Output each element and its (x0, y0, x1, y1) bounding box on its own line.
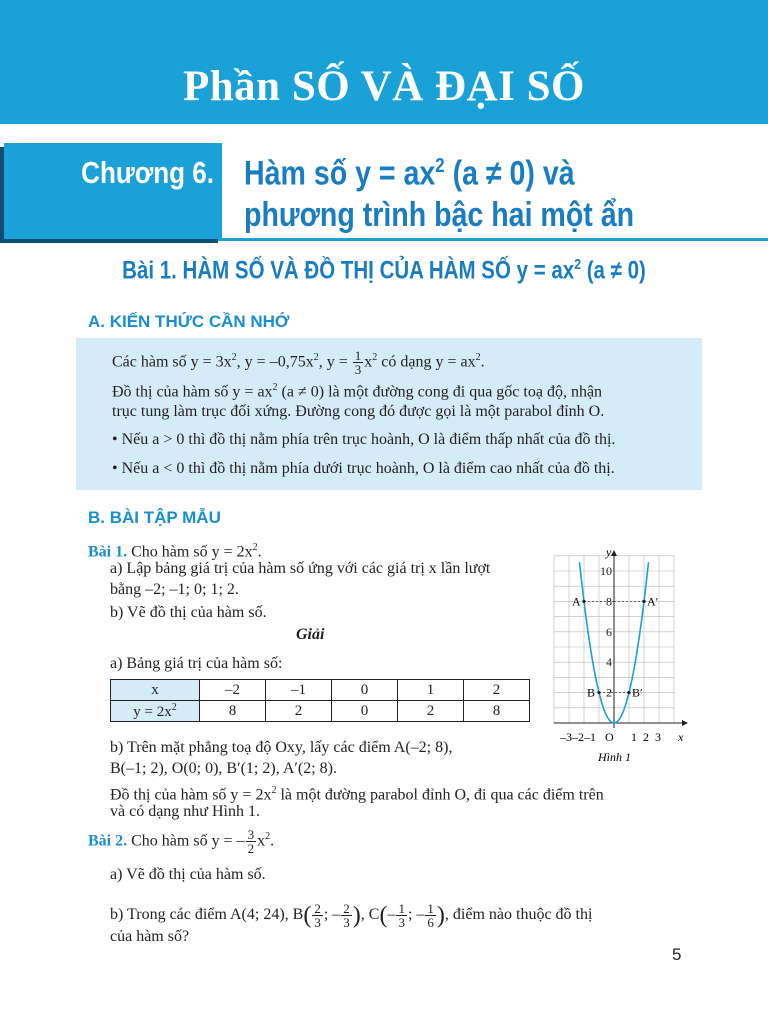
x-axis-label: x (678, 730, 684, 744)
fraction-one-third: $\frac{1}{3}$ (354, 348, 362, 378)
figure-caption: Hình 1 (598, 750, 631, 764)
y-tick-label: 6 (606, 624, 612, 639)
solution-conclusion-line-1: Đồ thị của hàm số $y = 2x^2$ là một đường parabol đỉnh O, đi qua các điểm trên (110, 785, 604, 804)
solution-part-a: a) Bảng giá trị của hàm số: (110, 655, 283, 672)
solution-part-b-line-1: b) Trên mặt phẳng toạ độ Oxy, lấy các điểm A(–2; 8), (110, 739, 453, 756)
exercise-1-part-b: b) Vẽ đồ thị của hàm số. (110, 604, 267, 621)
value-table (110, 679, 530, 722)
graph-point-label: B′ (632, 685, 643, 700)
knowledge-line-3: trục tung làm trục đối xứng. Đường cong đó được gọi là một parabol đỉnh O. (112, 403, 605, 420)
knowledge-line-1: Các hàm số $y = 3x^2$, $y = -0,75x^2$, y = $\frac{1}{3}$ $x^2$ có dạng $y = ax^2$. (112, 348, 485, 378)
origin-label: O (605, 730, 614, 744)
table-cell: 8 (200, 701, 266, 722)
table-cell: 2 (398, 701, 464, 722)
x-axis-arrow (682, 720, 688, 726)
exercise-2-part-b-line-2: của hàm số? (110, 928, 190, 945)
fraction-three-halves: $\frac{3}{2}$ (247, 827, 255, 857)
table-head-x: x (111, 680, 200, 701)
table-cell: –2 (200, 680, 266, 701)
fraction: $\frac{1}{6}$ (427, 900, 434, 930)
table-cell: 1 (398, 680, 464, 701)
table-cell: 8 (464, 701, 530, 722)
knowledge-line-2: Đồ thị của hàm số $y = ax^2$ (a ≠ 0) là một đường cong đi qua gốc toạ độ, nhận (112, 382, 603, 401)
knowledge-bullet-2: • Nếu a < 0 thì đồ thị nằm phía dưới trục hoành, O là điểm cao nhất của đồ thị. (112, 460, 615, 477)
part-title: Phần SỐ VÀ ĐẠI SỐ (183, 63, 585, 110)
table-row (111, 680, 530, 701)
y-tick-label: 10 (600, 564, 612, 578)
table-cell: 0 (332, 701, 398, 722)
y-axis-arrow (611, 550, 617, 556)
exercise-1-part-a-line-2: bằng –2; –1; 0; 1; 2. (110, 581, 239, 598)
solution-heading: Giải (296, 626, 325, 643)
x-tick-labels-negative: –3–2–1 (560, 730, 596, 744)
table-cell: 0 (332, 680, 398, 701)
parabola-graph (548, 548, 692, 766)
graph-point-label: B (587, 685, 596, 700)
table-cell: 2 (266, 701, 332, 722)
solution-conclusion-line-2: và có dạng như Hình 1. (110, 803, 260, 820)
fraction: $\frac{1}{3}$ (398, 900, 405, 930)
table-head-y: $y = 2x^2$ (111, 701, 200, 722)
exercise-1-statement: Bài 1. Cho hàm số $y = 2x^2$. (88, 542, 262, 561)
table-cell: 2 (464, 680, 530, 701)
chapter-label: Chương 6. (81, 155, 214, 190)
solution-part-b-line-2: B(–1; 2), O(0; 0), B′(1; 2), A′(2; 8). (110, 760, 337, 777)
fraction: $\frac{2}{3}$ (343, 900, 350, 930)
exercise-2-statement: Bài 2. Cho hàm số y = – $\frac{3}{2}$ $x^2$. (88, 827, 275, 857)
table-cell: –1 (266, 680, 332, 701)
exercise-1-part-a-line-1: a) Lập bảng giá trị của hàm số ứng với các giá trị x lần lượt (110, 560, 491, 577)
graph-point-label: A′ (647, 594, 659, 609)
lesson-title: Bài 1. HÀM SỐ VÀ ĐỒ THỊ CỦA HÀM SỐ $y = ax^2$ (a ≠ 0) (122, 256, 646, 285)
exercise-2-part-b: b) Trong các điểm A(4; 24), B( $\frac{2}{3}$ ; – $\frac{2}{3}$ ), C(– $\frac{1}{3}$ ; – $\frac{1}{6}$ ), điểm nào thuộc đồ thị (110, 900, 593, 930)
y-tick-label: 2 (606, 685, 612, 700)
page-number: 5 (672, 945, 682, 964)
x-tick-labels-positive: 1 2 3 (631, 730, 661, 744)
graph-point-label: A (572, 594, 581, 609)
y-tick-label: 8 (606, 594, 612, 609)
knowledge-bullet-1: • Nếu a > 0 thì đồ thị nằm phía trên trục hoành, O là điểm thấp nhất của đồ thị. (112, 431, 616, 448)
fraction: $\frac{2}{3}$ (314, 900, 321, 930)
section-b-heading: B. BÀI TẬP MẪU (88, 508, 221, 527)
section-a-heading: A. KIẾN THỨC CẦN NHỚ (88, 312, 290, 331)
chapter-title: Hàm số $y = ax^2$ (a ≠ 0) và phương trình bậc hai một ẩn (244, 154, 635, 235)
exercise-2-part-a: a) Vẽ đồ thị của hàm số. (110, 866, 266, 883)
y-tick-label: 4 (606, 655, 612, 670)
y-axis-label: y (606, 548, 612, 559)
table-row (111, 701, 530, 722)
